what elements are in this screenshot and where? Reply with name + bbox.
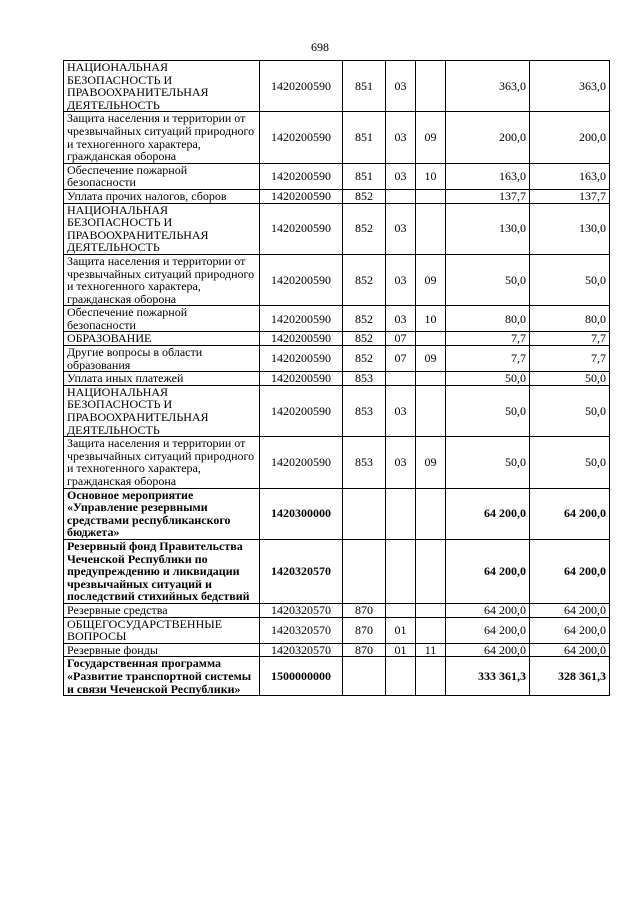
table-row bbox=[64, 254, 610, 305]
target-code-cell: 1420200590 bbox=[260, 203, 343, 254]
page-number: 698 bbox=[311, 40, 329, 54]
expense-type-cell: 852 bbox=[343, 203, 386, 254]
row-name-cell: Основное мероприятие «Управление резервными средствами республиканского бюджета» bbox=[64, 488, 260, 539]
table-row bbox=[64, 332, 610, 346]
amount-year-2-cell: 80,0 bbox=[530, 306, 610, 332]
row-name-cell: НАЦИОНАЛЬНАЯ БЕЗОПАСНОСТЬ И ПРАВООХРАНИТЕЛЬНАЯ ДЕЯТЕЛЬНОСТЬ bbox=[64, 203, 260, 254]
amount-year-1-cell: 50,0 bbox=[446, 372, 530, 386]
section-cell: 03 bbox=[386, 112, 416, 163]
row-name-cell: Обеспечение пожарной безопасности bbox=[64, 163, 260, 189]
expense-type-cell: 853 bbox=[343, 385, 386, 436]
table-row bbox=[64, 437, 610, 488]
amount-year-1-cell: 64 200,0 bbox=[446, 488, 530, 539]
amount-year-1-cell: 50,0 bbox=[446, 254, 530, 305]
section-cell bbox=[386, 657, 416, 696]
expense-type-cell: 870 bbox=[343, 617, 386, 643]
amount-year-1-cell: 64 200,0 bbox=[446, 617, 530, 643]
table-row bbox=[64, 306, 610, 332]
amount-year-2-cell: 200,0 bbox=[530, 112, 610, 163]
row-name-cell: Защита населения и территории от чрезвычайных ситуаций природного и техногенного характера, гражданская оборона bbox=[64, 254, 260, 305]
target-code-cell: 1420200590 bbox=[260, 112, 343, 163]
table-row bbox=[64, 617, 610, 643]
table-row bbox=[64, 488, 610, 539]
subsection-cell: 09 bbox=[416, 254, 446, 305]
row-name-cell: Резервный фонд Правительства Чеченской Республики по предупреждению и ликвидации чрезвычайных ситуаций и последствий стихийных бедствий bbox=[64, 539, 260, 603]
amount-year-2-cell: 64 200,0 bbox=[530, 643, 610, 657]
amount-year-2-cell: 64 200,0 bbox=[530, 539, 610, 603]
row-name-cell: Защита населения и территории от чрезвычайных ситуаций природного и техногенного характера, гражданская оборона bbox=[64, 437, 260, 488]
section-cell: 03 bbox=[386, 254, 416, 305]
subsection-cell bbox=[416, 203, 446, 254]
subsection-cell: 10 bbox=[416, 306, 446, 332]
expense-type-cell: 852 bbox=[343, 346, 386, 372]
subsection-cell bbox=[416, 385, 446, 436]
expense-type-cell: 851 bbox=[343, 163, 386, 189]
amount-year-1-cell: 130,0 bbox=[446, 203, 530, 254]
subsection-cell bbox=[416, 372, 446, 386]
row-name-cell: Другие вопросы в области образования bbox=[64, 346, 260, 372]
amount-year-1-cell: 64 200,0 bbox=[446, 643, 530, 657]
target-code-cell: 1420320570 bbox=[260, 539, 343, 603]
amount-year-2-cell: 64 200,0 bbox=[530, 603, 610, 617]
amount-year-2-cell: 64 200,0 bbox=[530, 488, 610, 539]
subsection-cell bbox=[416, 603, 446, 617]
table-row bbox=[64, 61, 610, 112]
target-code-cell: 1420200590 bbox=[260, 437, 343, 488]
amount-year-2-cell: 64 200,0 bbox=[530, 617, 610, 643]
target-code-cell: 1420200590 bbox=[260, 385, 343, 436]
table-row bbox=[64, 539, 610, 603]
budget-table bbox=[63, 60, 610, 696]
subsection-cell bbox=[416, 61, 446, 112]
expense-type-cell bbox=[343, 657, 386, 696]
target-code-cell: 1420300000 bbox=[260, 488, 343, 539]
subsection-cell: 09 bbox=[416, 346, 446, 372]
subsection-cell bbox=[416, 657, 446, 696]
target-code-cell: 1420200590 bbox=[260, 254, 343, 305]
row-name-cell: НАЦИОНАЛЬНАЯ БЕЗОПАСНОСТЬ И ПРАВООХРАНИТЕЛЬНАЯ ДЕЯТЕЛЬНОСТЬ bbox=[64, 385, 260, 436]
row-name-cell: Государственная программа «Развитие транспортной системы и связи Чеченской Республики» bbox=[64, 657, 260, 696]
amount-year-1-cell: 50,0 bbox=[446, 437, 530, 488]
row-name-cell: ОБРАЗОВАНИЕ bbox=[64, 332, 260, 346]
amount-year-2-cell: 50,0 bbox=[530, 372, 610, 386]
target-code-cell: 1420320570 bbox=[260, 617, 343, 643]
section-cell: 01 bbox=[386, 617, 416, 643]
target-code-cell: 1420200590 bbox=[260, 61, 343, 112]
target-code-cell: 1420200590 bbox=[260, 189, 343, 203]
subsection-cell: 11 bbox=[416, 643, 446, 657]
expense-type-cell: 851 bbox=[343, 61, 386, 112]
row-name-cell: Уплата иных платежей bbox=[64, 372, 260, 386]
target-code-cell: 1420200590 bbox=[260, 332, 343, 346]
target-code-cell: 1420200590 bbox=[260, 306, 343, 332]
amount-year-2-cell: 7,7 bbox=[530, 332, 610, 346]
subsection-cell: 09 bbox=[416, 112, 446, 163]
table-row bbox=[64, 385, 610, 436]
amount-year-1-cell: 64 200,0 bbox=[446, 539, 530, 603]
row-name-cell: НАЦИОНАЛЬНАЯ БЕЗОПАСНОСТЬ И ПРАВООХРАНИТЕЛЬНАЯ ДЕЯТЕЛЬНОСТЬ bbox=[64, 61, 260, 112]
table-row bbox=[64, 203, 610, 254]
subsection-cell: 10 bbox=[416, 163, 446, 189]
amount-year-2-cell: 137,7 bbox=[530, 189, 610, 203]
section-cell: 03 bbox=[386, 385, 416, 436]
amount-year-1-cell: 137,7 bbox=[446, 189, 530, 203]
subsection-cell bbox=[416, 189, 446, 203]
amount-year-1-cell: 363,0 bbox=[446, 61, 530, 112]
expense-type-cell: 852 bbox=[343, 189, 386, 203]
amount-year-1-cell: 80,0 bbox=[446, 306, 530, 332]
expense-type-cell: 870 bbox=[343, 603, 386, 617]
amount-year-1-cell: 163,0 bbox=[446, 163, 530, 189]
amount-year-1-cell: 7,7 bbox=[446, 332, 530, 346]
section-cell bbox=[386, 372, 416, 386]
subsection-cell bbox=[416, 539, 446, 603]
expense-type-cell: 851 bbox=[343, 112, 386, 163]
section-cell: 01 bbox=[386, 643, 416, 657]
target-code-cell: 1500000000 bbox=[260, 657, 343, 696]
amount-year-1-cell: 50,0 bbox=[446, 385, 530, 436]
table-row bbox=[64, 189, 610, 203]
amount-year-2-cell: 163,0 bbox=[530, 163, 610, 189]
subsection-cell bbox=[416, 332, 446, 346]
row-name-cell: ОБЩЕГОСУДАРСТВЕННЫЕ ВОПРОСЫ bbox=[64, 617, 260, 643]
subsection-cell bbox=[416, 617, 446, 643]
target-code-cell: 1420320570 bbox=[260, 603, 343, 617]
amount-year-1-cell: 7,7 bbox=[446, 346, 530, 372]
table-row bbox=[64, 643, 610, 657]
table-row bbox=[64, 112, 610, 163]
section-cell bbox=[386, 539, 416, 603]
table-row bbox=[64, 372, 610, 386]
target-code-cell: 1420320570 bbox=[260, 643, 343, 657]
section-cell: 07 bbox=[386, 346, 416, 372]
amount-year-2-cell: 130,0 bbox=[530, 203, 610, 254]
subsection-cell: 09 bbox=[416, 437, 446, 488]
section-cell: 03 bbox=[386, 61, 416, 112]
target-code-cell: 1420200590 bbox=[260, 372, 343, 386]
section-cell: 03 bbox=[386, 437, 416, 488]
amount-year-1-cell: 200,0 bbox=[446, 112, 530, 163]
section-cell bbox=[386, 488, 416, 539]
row-name-cell: Резервные средства bbox=[64, 603, 260, 617]
row-name-cell: Защита населения и территории от чрезвычайных ситуаций природного и техногенного характера, гражданская оборона bbox=[64, 112, 260, 163]
target-code-cell: 1420200590 bbox=[260, 163, 343, 189]
table-row bbox=[64, 657, 610, 696]
amount-year-1-cell: 64 200,0 bbox=[446, 603, 530, 617]
amount-year-2-cell: 50,0 bbox=[530, 385, 610, 436]
row-name-cell: Уплата прочих налогов, сборов bbox=[64, 189, 260, 203]
expense-type-cell: 852 bbox=[343, 332, 386, 346]
amount-year-2-cell: 50,0 bbox=[530, 437, 610, 488]
table-row bbox=[64, 163, 610, 189]
table-row bbox=[64, 603, 610, 617]
section-cell bbox=[386, 603, 416, 617]
subsection-cell bbox=[416, 488, 446, 539]
expense-type-cell: 852 bbox=[343, 254, 386, 305]
amount-year-1-cell: 333 361,3 bbox=[446, 657, 530, 696]
expense-type-cell bbox=[343, 488, 386, 539]
amount-year-2-cell: 328 361,3 bbox=[530, 657, 610, 696]
table-row bbox=[64, 346, 610, 372]
row-name-cell: Резервные фонды bbox=[64, 643, 260, 657]
expense-type-cell: 870 bbox=[343, 643, 386, 657]
expense-type-cell: 853 bbox=[343, 372, 386, 386]
section-cell: 03 bbox=[386, 163, 416, 189]
target-code-cell: 1420200590 bbox=[260, 346, 343, 372]
section-cell bbox=[386, 189, 416, 203]
row-name-cell: Обеспечение пожарной безопасности bbox=[64, 306, 260, 332]
expense-type-cell bbox=[343, 539, 386, 603]
section-cell: 03 bbox=[386, 203, 416, 254]
amount-year-2-cell: 50,0 bbox=[530, 254, 610, 305]
section-cell: 03 bbox=[386, 306, 416, 332]
amount-year-2-cell: 363,0 bbox=[530, 61, 610, 112]
amount-year-2-cell: 7,7 bbox=[530, 346, 610, 372]
section-cell: 07 bbox=[386, 332, 416, 346]
expense-type-cell: 852 bbox=[343, 306, 386, 332]
expense-type-cell: 853 bbox=[343, 437, 386, 488]
